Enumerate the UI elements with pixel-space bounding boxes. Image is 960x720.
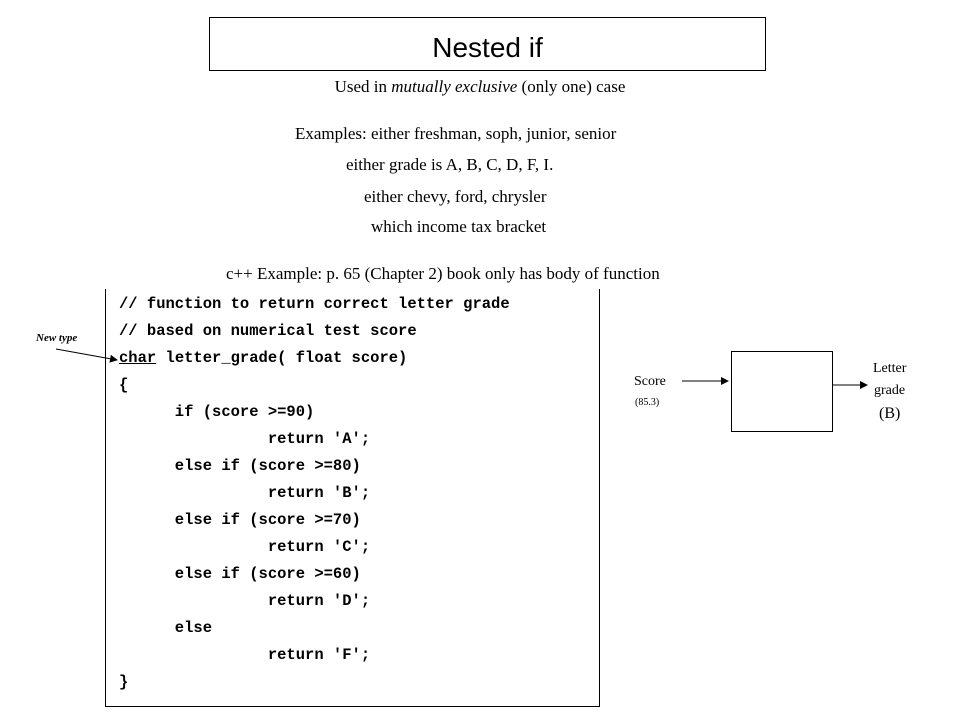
example-line: Examples: either freshman, soph, junior, senior xyxy=(295,124,617,143)
input-value: (85.3) xyxy=(635,397,660,408)
output-label-line1: Letter xyxy=(873,361,907,376)
example-line: either chevy, ford, chrysler xyxy=(364,187,547,206)
new-type-arrow xyxy=(56,349,117,360)
code-line: else if (score >=60) xyxy=(119,565,361,583)
cpp-example-line: c++ Example: p. 65 (Chapter 2) book only has body of function xyxy=(226,264,660,283)
code-signature-type: char xyxy=(119,349,157,367)
page-title: Nested if xyxy=(432,32,543,63)
function-box xyxy=(731,351,833,432)
code-line: return 'A'; xyxy=(119,430,371,448)
example-line: either grade is A, B, C, D, F, I. xyxy=(346,155,554,174)
input-label: Score xyxy=(634,374,666,389)
code-line: else if (score >=70) xyxy=(119,511,361,529)
subtitle-emphasis: mutually exclusive xyxy=(391,77,518,96)
code-line: return 'F'; xyxy=(119,646,371,664)
example-line: which income tax bracket xyxy=(371,217,547,236)
subtitle-before: Used in xyxy=(334,77,392,96)
code-comment-2: // based on numerical test score xyxy=(119,322,417,340)
code-line: return 'B'; xyxy=(119,484,371,502)
code-signature-rest: letter_grade( float score) xyxy=(156,349,408,367)
output-value: (B) xyxy=(879,405,901,422)
code-comment-1: // function to return correct letter grade xyxy=(119,295,510,313)
code-line: if (score >=90) xyxy=(119,403,315,421)
code-line: else if (score >=80) xyxy=(119,457,361,475)
code-line: return 'D'; xyxy=(119,592,371,610)
code-line: else xyxy=(119,619,213,637)
output-label-line2: grade xyxy=(874,383,906,398)
code-line: { xyxy=(119,376,129,394)
new-type-annotation: New type xyxy=(36,332,78,344)
code-line: } xyxy=(119,673,129,691)
code-line: return 'C'; xyxy=(119,538,371,556)
subtitle-after: (only one) case xyxy=(517,77,626,96)
